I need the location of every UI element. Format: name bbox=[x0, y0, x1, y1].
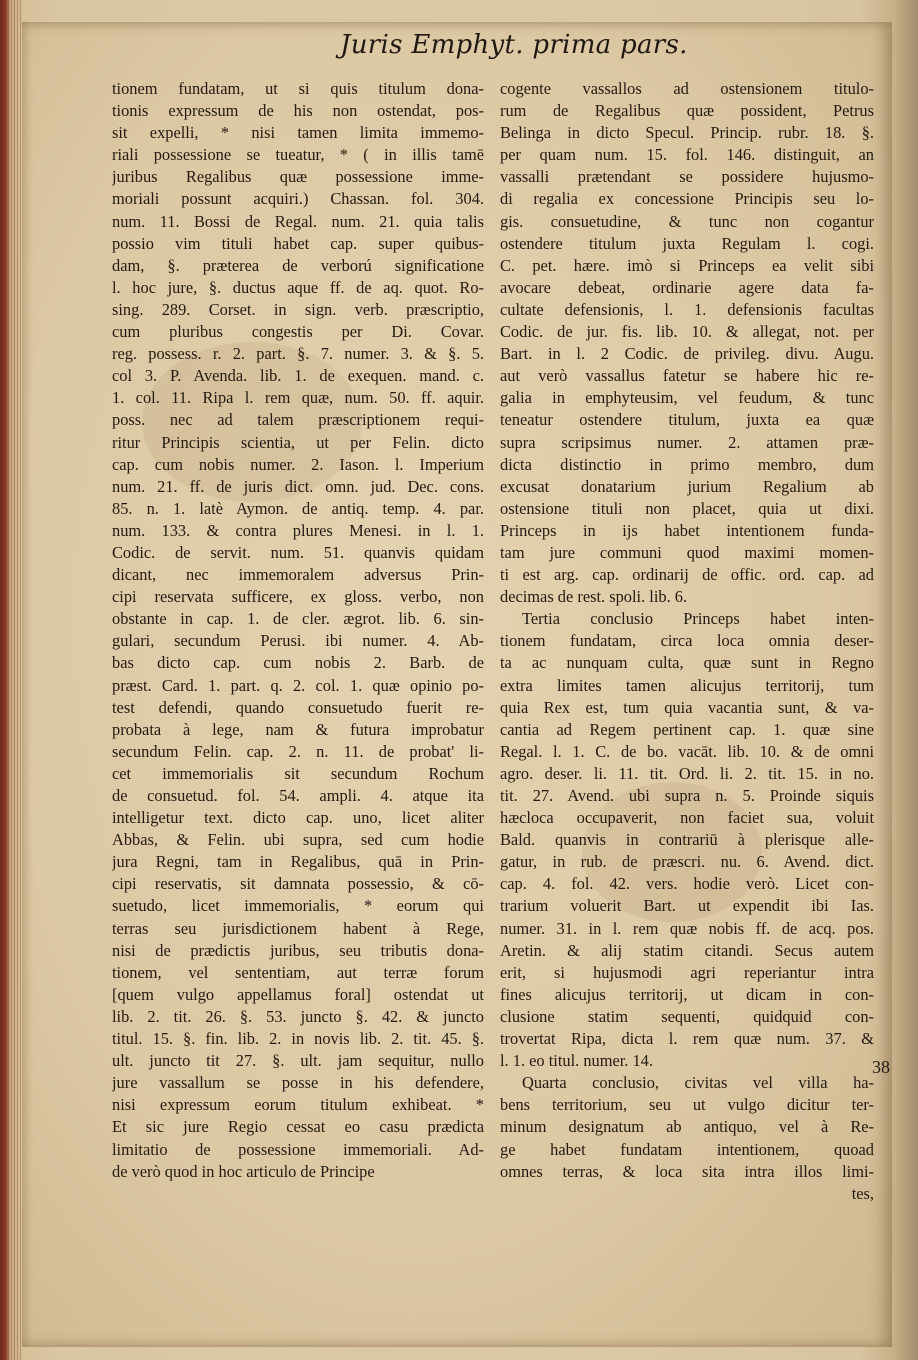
text-line: cap. cum nobis numer. 2. Iason. l. Imperium bbox=[112, 454, 484, 474]
text-line: Bald. quanvis in contrariū à plerisque alle- bbox=[500, 830, 874, 850]
text-line: terras seu jurisdictionem habent à Rege, bbox=[112, 918, 484, 938]
text-line: cultate defensionis, l. 1. defensionis facultas bbox=[500, 299, 874, 319]
text-line: ritur Principis scientia, ut per Felin. dicto bbox=[112, 432, 484, 452]
text-line: trarium voluerit Bart. ut expendit ibi Ias. bbox=[500, 896, 874, 916]
right-text-column bbox=[500, 78, 874, 1205]
text-line: avocare debeat, ordinarie agere data fa- bbox=[500, 277, 874, 297]
text-line: nisi de prædictis juribus, seu tributis dona- bbox=[112, 940, 484, 960]
text-line: agro. deser. li. 11. tit. Ord. li. 2. tit. 15. in no. bbox=[500, 763, 874, 783]
text-line: possio vim tituli habet cap. super quibus- bbox=[112, 233, 484, 253]
folio-number: 38 bbox=[872, 1057, 890, 1077]
text-line: cipi reservata sufficere, ex gloss. verbo, non bbox=[112, 587, 484, 607]
text-line: aut verò vassallus fatetur se habere hic re- bbox=[500, 366, 874, 386]
text-line: Codic. de servit. num. 51. quanvis quidam bbox=[112, 542, 484, 562]
text-line: fines alicujus territorij, ut dicam in con- bbox=[500, 984, 874, 1004]
text-line: Bart. in l. 2 Codic. de privileg. divu. Augu. bbox=[500, 344, 874, 364]
book-edge bbox=[8, 0, 22, 1360]
text-line: sing. 289. Corset. in sign. verb. præscriptio, bbox=[112, 299, 484, 319]
text-line: hæcloca occupaverit, non faciet sua, voluit bbox=[500, 808, 874, 828]
text-line: trovertat Ripa, dicta l. rem quæ num. 37. & bbox=[500, 1029, 874, 1049]
text-line: rum de Regalibus quæ possident, Petrus bbox=[500, 101, 874, 121]
text-line: præst. Card. 1. part. q. 2. col. 1. quæ opinio po- bbox=[112, 675, 484, 695]
text-line: tit. 27. Avend. ubi supra n. 5. Proinde siquis bbox=[500, 786, 874, 805]
text-line: num. 21. ff. de juris dict. omn. jud. Dec. cons. bbox=[112, 476, 484, 496]
text-line: limitatio de possessione immemoriali. Ad- bbox=[112, 1139, 484, 1159]
text-line: erit, si hujusmodi agri reperiantur intra bbox=[500, 962, 874, 982]
text-line: omnes terras, & loca sita intra illos limi- bbox=[500, 1161, 874, 1181]
text-line: de consuetud. fol. 54. ampli. 4. atque ita bbox=[112, 786, 484, 805]
text-line: jure vassallum se posse in his defendere, bbox=[112, 1073, 484, 1093]
text-line: di regalia ex concessione Principis seu lo- bbox=[500, 189, 874, 209]
text-line: nisi expressum eorum titulum exhibeat. * bbox=[112, 1095, 484, 1115]
text-line: bas dicto cap. cum nobis 2. Barb. de bbox=[112, 653, 484, 673]
text-line: dam, §. præterea de verború significatione bbox=[112, 255, 484, 275]
text-line: excusat donatarium jurium Regalium ab bbox=[500, 476, 874, 496]
text-line: Princeps in ijs habet intentionem funda- bbox=[500, 520, 874, 540]
text-line: C. pet. hære. imò si Princeps ea velit sibi bbox=[500, 255, 874, 275]
text-line: [quem vulgo appellamus foral] ostendat ut bbox=[112, 984, 484, 1004]
text-line: riali possessione se tueatur, * ( in illis tamē bbox=[112, 145, 484, 165]
text-line: secundum Felin. cap. 2. n. 11. de probat' li- bbox=[112, 741, 484, 761]
text-line: Regal. l. 1. C. de bo. vacāt. lib. 10. & de omni bbox=[500, 741, 874, 761]
text-line: col 3. P. Avenda. lib. 1. de exequen. mand. c. bbox=[112, 366, 484, 386]
text-line: obstante in cap. 1. de cler. ægrot. lib. 6. sin- bbox=[112, 609, 484, 629]
text-line: juribus Regalibus quæ possessione imme- bbox=[112, 167, 484, 187]
text-line: quia Rex est, tum quia vacantia sunt, & va- bbox=[500, 697, 874, 717]
text-line: supra scripsimus numer. 2. attamen præ- bbox=[500, 432, 874, 452]
text-line: cogente vassallos ad ostensionem titulo- bbox=[500, 79, 874, 98]
text-line: 85. n. 1. latè Aymon. de antiq. temp. 4. par. bbox=[112, 498, 484, 518]
text-line: Belinga in dicto Specul. Princip. rubr. 18. §. bbox=[500, 123, 874, 143]
text-line: dicta distinctio in primo membro, dum bbox=[500, 454, 874, 474]
text-line: tionem fundatam, circa loca omnia deser- bbox=[500, 631, 874, 651]
running-head: Juris Emphyt. prima pars. bbox=[340, 30, 688, 60]
text-line: galia in emphyteusim, vel feudum, & tunc bbox=[500, 388, 874, 408]
text-line: cet immemorialis sit secundum Rochum bbox=[112, 763, 484, 783]
text-line: jura Regni, tam in Regalibus, quā in Prin- bbox=[112, 852, 484, 872]
text-line: cipi reservatis, sit damnata possessio, & cō- bbox=[112, 874, 484, 894]
text-line: cum pluribus congestis per Di. Covar. bbox=[112, 322, 484, 342]
text-line: ge habet fundatam intentionem, quoad bbox=[500, 1139, 874, 1159]
text-line: cantia ad Regem pertinent cap. 1. quæ sine bbox=[500, 719, 874, 739]
text-line: Aretin. & alij statim citandi. Secus autem bbox=[500, 940, 874, 960]
text-line: extra limites tamen alicujus territorij, tum bbox=[500, 675, 874, 695]
text-line: num. 133. & contra plures Menesi. in l. 1. bbox=[112, 520, 484, 540]
text-line: reg. possess. r. 2. part. §. 7. numer. 3. & §. 5. bbox=[112, 344, 484, 364]
text-line: decimas de rest. spoli. lib. 6. bbox=[500, 587, 688, 607]
text-line: bens territorium, seu ut vulgo dicitur ter- bbox=[500, 1095, 874, 1115]
text-line: cap. 4. fol. 42. vers. hodie verò. Licet con- bbox=[500, 874, 874, 894]
text-line: titul. 15. §. fin. lib. 2. in novis lib. 2. tit. 45. §. bbox=[112, 1029, 484, 1049]
text-line: vassalli prætendant se possidere hujusmo- bbox=[500, 167, 874, 187]
text-line: numer. 31. in l. rem quæ nobis ff. de acq. pos. bbox=[500, 918, 874, 938]
text-line: tam jure communi quod maximi momen- bbox=[500, 542, 874, 562]
text-line: ti est arg. cap. ordinarij de offic. ord. cap. ad bbox=[500, 565, 874, 585]
text-line: gis. consuetudine, & tunc non cogantur bbox=[500, 211, 874, 231]
text-line: ostensione tituli non placet, quia ut dixi. bbox=[500, 498, 874, 518]
text-line: l. hoc jure, §. ductus aque ff. de aq. quot. Ro- bbox=[112, 277, 484, 297]
text-line: ult. juncto tit 27. §. ult. jam sequitur, nullo bbox=[112, 1051, 484, 1071]
text-line: de verò quod in hoc articulo de Principe bbox=[112, 1161, 375, 1181]
text-line: lib. 2. tit. 26. §. 53. juncto §. 42. & juncto bbox=[112, 1006, 484, 1026]
text-line: test defendi, quando consuetudo fuerit re- bbox=[112, 697, 484, 717]
text-line: probata à lege, nam & futura improbatur bbox=[112, 719, 484, 739]
text-line: sit expelli, * nisi tamen limita immemo- bbox=[112, 123, 484, 143]
text-line: ostendere titulum juxta Regulam l. cogi. bbox=[500, 233, 874, 253]
text-line: tes, bbox=[851, 1183, 874, 1203]
text-line: moriali possunt acquiri.) Chassan. fol. 304. bbox=[112, 189, 484, 209]
text-line: Quarta conclusio, civitas vel villa ha- bbox=[522, 1073, 874, 1093]
text-line: l. 1. eo titul. numer. 14. bbox=[500, 1051, 653, 1071]
text-line: tionem, vel sententiam, aut terræ forum bbox=[112, 962, 484, 982]
text-line: clusione statim sequenti, quidquid con- bbox=[500, 1006, 874, 1026]
text-line: tionis expressum de his non ostendat, pos- bbox=[112, 101, 484, 121]
text-line: dicant, nec immemoralem adversus Prin- bbox=[112, 565, 484, 585]
text-line: num. 11. Bossi de Regal. num. 21. quia talis bbox=[112, 211, 484, 231]
text-line: 1. col. 11. Ripa l. rem quæ, num. 50. ff. aquir. bbox=[112, 388, 484, 408]
text-line: poss. nec ad talem præscriptionem requi- bbox=[112, 410, 484, 430]
text-line: minum designatum ab antiquo, vel à Re- bbox=[500, 1117, 874, 1137]
text-line: per quam num. 15. fol. 146. distinguit, an bbox=[500, 145, 874, 165]
text-line: Abbas, & Felin. ubi supra, sed cum hodie bbox=[112, 830, 484, 850]
text-line: gulari, secundum Perusi. ibi numer. 4. Ab- bbox=[112, 631, 484, 651]
text-line: tionem fundatam, ut si quis titulum dona- bbox=[112, 79, 484, 98]
left-text-column bbox=[112, 78, 484, 1183]
text-line: Et sic jure Regio cessat eo casu prædicta bbox=[112, 1117, 484, 1137]
text-line: suetudo, licet immemorialis, * eorum qui bbox=[112, 896, 484, 916]
text-line: ta ac nunquam culta, quæ sunt in Regno bbox=[500, 653, 874, 673]
text-line: Codic. de jur. fis. lib. 10. & allegat, not. per bbox=[500, 322, 874, 342]
text-line: Tertia conclusio Princeps habet inten- bbox=[522, 609, 874, 629]
text-line: intelligetur text. dicto cap. uno, licet aliter bbox=[112, 808, 484, 828]
text-line: gatur, in rub. de præscri. nu. 6. Avend. dict. bbox=[500, 852, 874, 872]
text-line: teneatur ostendere titulum, juxta ea quæ bbox=[500, 410, 874, 430]
